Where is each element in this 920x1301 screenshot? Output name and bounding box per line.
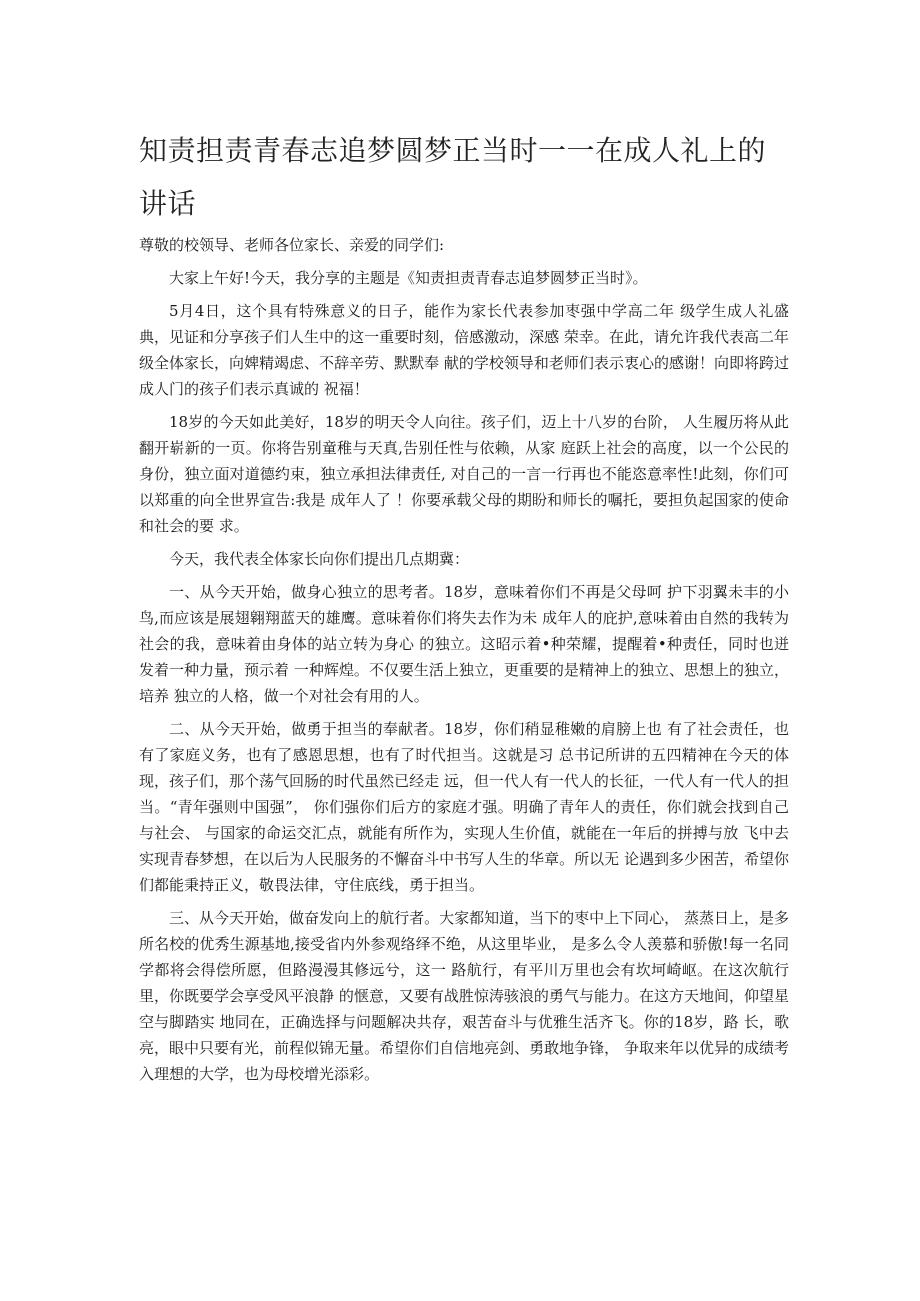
salutation: 尊敬的校领导、老师各位家长、亲爱的同学们:	[139, 236, 445, 254]
paragraph-point-three: 三、从今天开始，做奋发向上的航行者。大家都知道，当下的枣中上下同心， 蒸蒸日上，是多所名校的优秀生源基地,接受省内外参观络绎不绝，从这里毕业， 是多么令人羡慕和骄傲!每一名同学都将会得偿所愿，但路漫漫其修远兮，这一 路航行，有平川万里也会有坎坷崎岖。在这次航行里，你既要学会享受风平浪静 的惬意，又要有战胜惊涛骇浪的勇气与能力。在这方天地间，仰望星空与脚踏实 地同在，正确选择与问题解决共存，艰苦奋斗与优雅生活齐飞。你的18岁，路 长，歌亮，眼中只要有光，前程似锦无量。希望你们自信地亮剑、勇敢地争锋， 争取来年以优异的成绩考入理想的大学，也为母校增光添彩。	[139, 909, 789, 1083]
paragraph-occasion: 5月4日，这个具有特殊意义的日子，能作为家长代表参加枣强中学高二年 级学生成人礼盛典，见证和分享孩子们人生中的这一重要时刻，倍感激动，深感 荣幸。在此，请允许我代表高二年级全体家长，向婢精竭虑、不辞辛劳、默默奉 献的学校领导和老师们表示衷心的感谢！向即将跨过成人门的孩子们表示真诚的 祝福！	[139, 302, 789, 398]
paragraph-point-two: 二、从今天开始，做勇于担当的奉献者。18岁，你们稍显稚嫩的肩膀上也 有了社会责任，也有了家庭义务，也有了感恩思想，也有了时代担当。这就是习 总书记所讲的五四精神在今天的体现，孩子们，那个荡气回肠的时代虽然已经走 远，但一代人有一代人的长征，一代人有一代人的担当。“青年强则中国强”， 你们强你们后方的家庭才强。明确了青年人的责任，你们就会找到自己与社会、 与国家的命运交汇点，就能有所作为，实现人生价值，就能在一年后的拼搏与放 飞中去实现青春梦想，在以后为人民服务的不懈奋斗中书写人生的华章。所以无 论遇到多少困苦，希望你们都能秉持正义，敬畏法律，守住底线，勇于担当。	[139, 720, 789, 894]
document-body	[139, 232, 789, 1094]
paragraph-point-one: 一、从今天开始，做身心独立的思考者。18岁，意味着你们不再是父母呵 护下羽翼未丰的小鸟,而应该是展翅翱翔蓝天的雄鹰。意味着你们将失去作为未 成年人的庇护,意味着由自然的我转为社会的我，意味着由身体的站立转为身心 的独立。这昭示着•种荣耀，提醒着•种责任，同时也迸发着一种力量，预示着 一种辉煌。不仅要生活上独立，更重要的是精神上的独立、思想上的独立，培养 独立的人格，做一个对社会有用的人。	[139, 583, 789, 705]
document-title: 知责担责青春志追梦圆梦正当时一一在成人礼上的讲话	[139, 134, 767, 220]
paragraph-expectations-intro: 今天，我代表全体家长向你们提出几点期冀：	[169, 550, 470, 568]
paragraph-greeting: 大家上午好!今天，我分享的主题是《知责担责青春志追梦圆梦正当时》。	[169, 269, 648, 287]
paragraph-eighteen: 18岁的今天如此美好，18岁的明天令人向往。孩子们，迈上十八岁的台阶， 人生履历将从此翻开崭新的一页。你将告别童稚与天真,告别任性与依赖，从家 庭跃上社会的高度，以一个公民的身份，独立面对道德约束，独立承担法律责任, 对自己的一言一行再也不能恣意率性!此刻，你们可以郑重的向全世界宣告:我是 成年人了 ！你要承载父母的期盼和师长的嘱托，要担负起国家的使命和社会的要 求。	[139, 413, 789, 535]
